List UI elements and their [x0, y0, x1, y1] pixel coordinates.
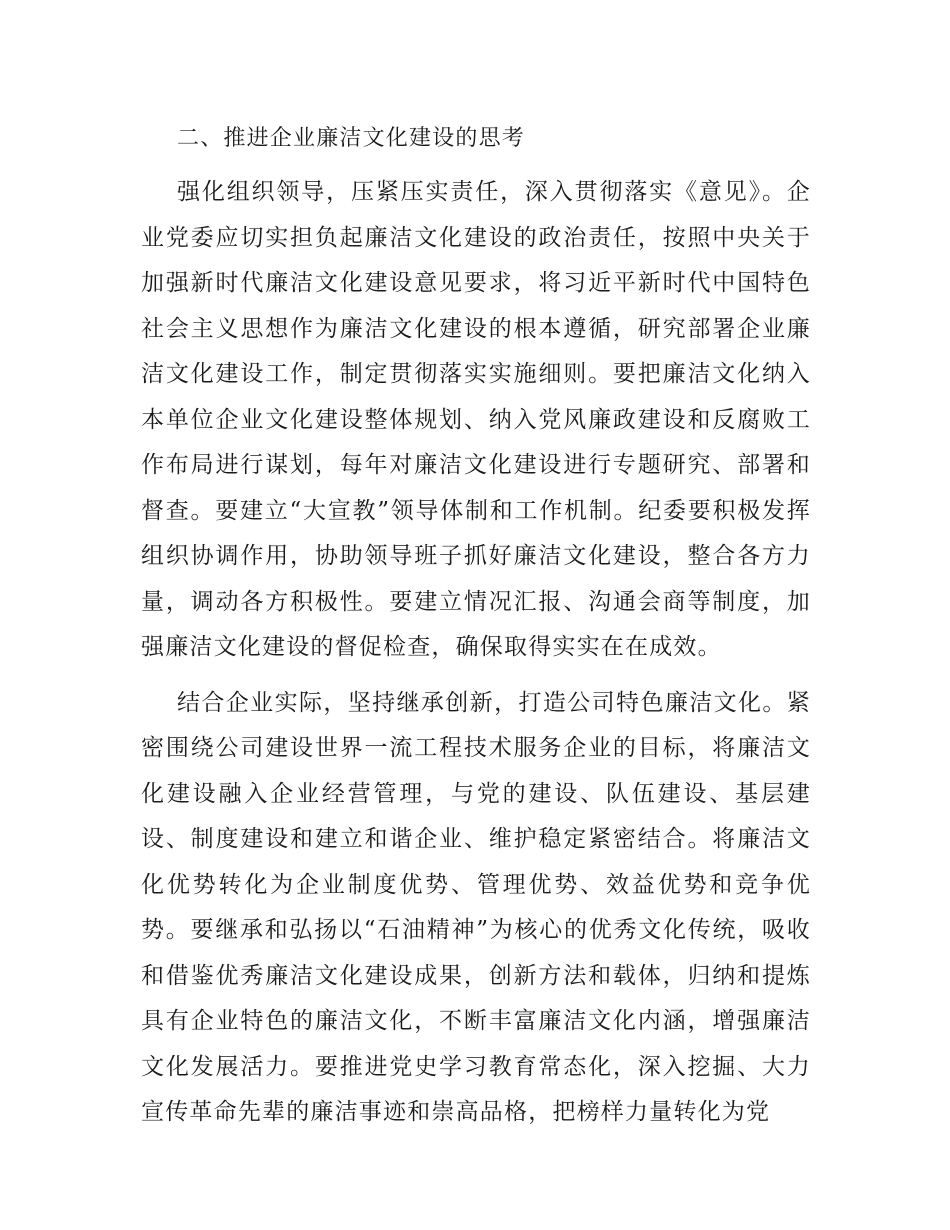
paragraph-1: 强化组织领导，压紧压实责任，深入贯彻落实《意见》。企业党委应切实担负起廉洁文化建设的政治责任，按照中央关于加强新时代廉洁文化建设意见要求，将习近平新时代中国特色社会主义思想作为廉洁文化建设的根本遵循，研究部署企业廉洁文化建设工作，制定贯彻落实实施细则。要把廉洁文化纳入本单位企业文化建设整体规划、纳入党风廉政建设和反腐败工作布局进行谋划，每年对廉洁文化建设进行专题研究、部署和督查。要建立“大宣教”领导体制和工作机制。纪委要积极发挥组织协调作用，协助领导班子抓好廉洁文化建设，整合各方力量，调动各方积极性。要建立情况汇报、沟通会商等制度，加强廉洁文化建设的督促检查，确保取得实实在在成效。 [141, 179, 811, 660]
document-body [141, 118, 811, 1146]
paragraph-2: 结合企业实际，坚持继承创新，打造公司特色廉洁文化。紧密围绕公司建设世界一流工程技术服务企业的目标，将廉洁文化建设融入企业经营管理，与党的建设、队伍建设、基层建设、制度建设和建立和谐企业、维护稳定紧密结合。将廉洁文化优势转化为企业制度优势、管理优势、效益优势和竞争优势。要继承和弘扬以“石油精神”为核心的优秀文化传统，吸收和借鉴优秀廉洁文化建设成果，创新方法和载体，归纳和提炼具有企业特色的廉洁文化，不断丰富廉洁文化内涵，增强廉洁文化发展活力。要推进党史学习教育常态化，深入挖掘、大力宣传革命先辈的廉洁事迹和崇高品格，把榜样力量转化为党 [141, 689, 811, 1125]
section-heading: 二、推进企业廉洁文化建设的思考 [177, 126, 526, 151]
